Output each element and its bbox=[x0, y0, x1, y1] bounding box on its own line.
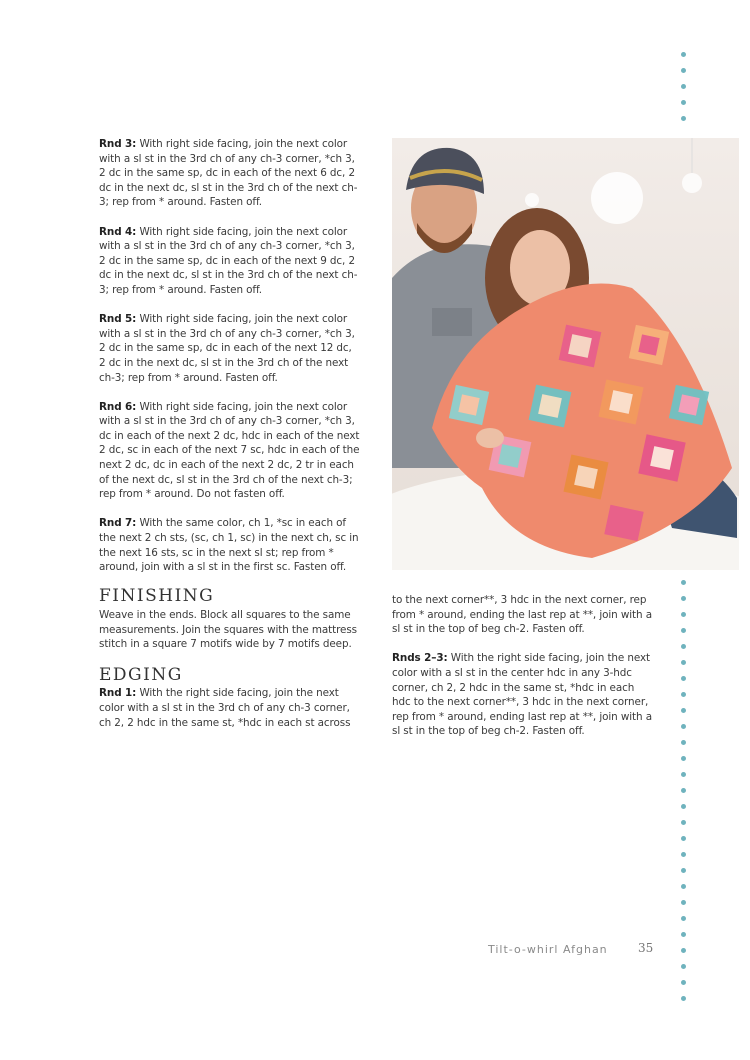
rnd3-text: With right side facing, join the next color with a sl st in the 3rd ch of any ch-3 corner, *ch 3, 2 dc in the same sp, dc in each of the next 6 dc, 2 dc in the next dc, sl st in the 3rd ch of the next ch-3; rep from * around. Fasten off. bbox=[99, 138, 358, 209]
rnds23-paragraph bbox=[392, 651, 654, 739]
border-dot bbox=[681, 820, 686, 825]
rnd4-label: Rnd 4: bbox=[99, 225, 137, 238]
border-dot bbox=[681, 964, 686, 969]
border-dot bbox=[681, 628, 686, 633]
rnds23-label: Rnds 2–3: bbox=[392, 652, 448, 665]
border-dot bbox=[681, 84, 686, 89]
border-dot bbox=[681, 852, 686, 857]
border-dot bbox=[681, 660, 686, 665]
border-dot bbox=[681, 676, 686, 681]
border-dot bbox=[681, 900, 686, 905]
rnd4-text: With right side facing, join the next color with a sl st in the 3rd ch of any ch-3 corner, *ch 3, 2 dc in the same sp, dc in each of the next 9 dc, 2 dc in the next dc, sl st in the 3rd ch of the next ch-3; rep from * around. Fasten off. bbox=[99, 225, 358, 296]
rnd3-paragraph bbox=[99, 137, 361, 210]
couple-with-afghan-illustration bbox=[392, 138, 739, 570]
border-dot bbox=[681, 932, 686, 937]
border-dot bbox=[681, 916, 686, 921]
afghan-photo bbox=[392, 138, 739, 570]
border-dot bbox=[681, 740, 686, 745]
rnd6-paragraph bbox=[99, 400, 361, 502]
rnd3-label: Rnd 3: bbox=[99, 138, 137, 150]
right-column bbox=[392, 593, 654, 754]
rnd5-text: With right side facing, join the next color with a sl st in the 3rd ch of any ch-3 corner, *ch 3, 2 dc in the same sp, dc in each of the next 12 dc, 2 dc in the next dc, sl st in the 3rd ch of the next ch-3; rep from * around. Fasten off. bbox=[99, 313, 355, 384]
border-dot bbox=[681, 100, 686, 105]
border-dot bbox=[681, 68, 686, 73]
left-column bbox=[99, 137, 361, 745]
edging-heading: EDGING bbox=[99, 664, 183, 685]
border-dot bbox=[681, 596, 686, 601]
edging-rnd1-label: Rnd 1: bbox=[99, 687, 137, 700]
border-dot bbox=[681, 612, 686, 617]
border-dot bbox=[681, 836, 686, 841]
rnd7-label: Rnd 7: bbox=[99, 517, 137, 530]
rnd7-paragraph bbox=[99, 516, 361, 574]
rnd7-text: With the same color, ch 1, *sc in each of the next 2 ch sts, (sc, ch 1, sc) in the next ch, sc in the next 16 sts, sc in the next sl st; rep from * around, join with a sl st in the first sc. Fasten off. bbox=[99, 517, 359, 574]
border-dot bbox=[681, 708, 686, 713]
border-dot bbox=[681, 580, 686, 585]
border-dot bbox=[681, 804, 686, 809]
border-dot bbox=[681, 724, 686, 729]
border-dot bbox=[681, 884, 686, 889]
page-number: 35 bbox=[638, 941, 654, 955]
edging-continuation-text: to the next corner**, 3 hdc in the next corner, rep from * around, ending the last rep at **, join with a sl st in the top of beg ch-2. Fasten off. bbox=[392, 594, 652, 636]
border-dot bbox=[681, 52, 686, 57]
border-dot bbox=[681, 948, 686, 953]
rnd6-text: With right side facing, join the next color with a sl st in the 3rd ch of any ch-3 corner, *ch 3, dc in each of the next 2 dc, hdc in each of the next 2 dc, sc in each of the next 7 sc, hdc in each of the next 2 dc, dc in each of the next 2 dc, 2 tr in each of the next dc, sl st in the 3rd ch of the next ch-3; rep from * around. Do not fasten off. bbox=[99, 400, 360, 501]
rnd6-label: Rnd 6: bbox=[99, 400, 137, 413]
border-dot bbox=[681, 868, 686, 873]
edging-rnd1-text: With the right side facing, join the next color with a sl st in the 3rd ch of any ch-3 corner, ch 2, 2 hdc in the same st, *hdc in each st across bbox=[99, 687, 351, 729]
border-dot bbox=[681, 692, 686, 697]
border-dot bbox=[681, 772, 686, 777]
finishing-heading: FINISHING bbox=[99, 586, 215, 607]
footer-pattern-title: Tilt-o-whirl Afghan bbox=[488, 943, 608, 956]
rnds23-text: With the right side facing, join the next color with a sl st in the center hdc in any 3-hdc corner, ch 2, 2 hdc in the same st, *hdc in each hdc to the next corner**, 3 hdc in the next corner, rep from * around, ending last rep at **, join with a sl st in the top of beg ch-2. Fasten off. bbox=[392, 652, 652, 738]
rnd5-paragraph bbox=[99, 312, 361, 385]
border-dot bbox=[681, 996, 686, 1001]
border-dot bbox=[681, 980, 686, 985]
border-dot bbox=[681, 788, 686, 793]
rnd5-label: Rnd 5: bbox=[99, 313, 137, 326]
finishing-text: Weave in the ends. Block all squares to the same measurements. Join the squares with the mattress stitch in a square 7 motifs wide by 7 motifs deep. bbox=[99, 609, 357, 651]
edging-rnd1-paragraph bbox=[99, 686, 361, 730]
border-dot bbox=[681, 116, 686, 121]
border-dot bbox=[681, 644, 686, 649]
border-dot bbox=[681, 756, 686, 761]
rnd4-paragraph bbox=[99, 225, 361, 298]
